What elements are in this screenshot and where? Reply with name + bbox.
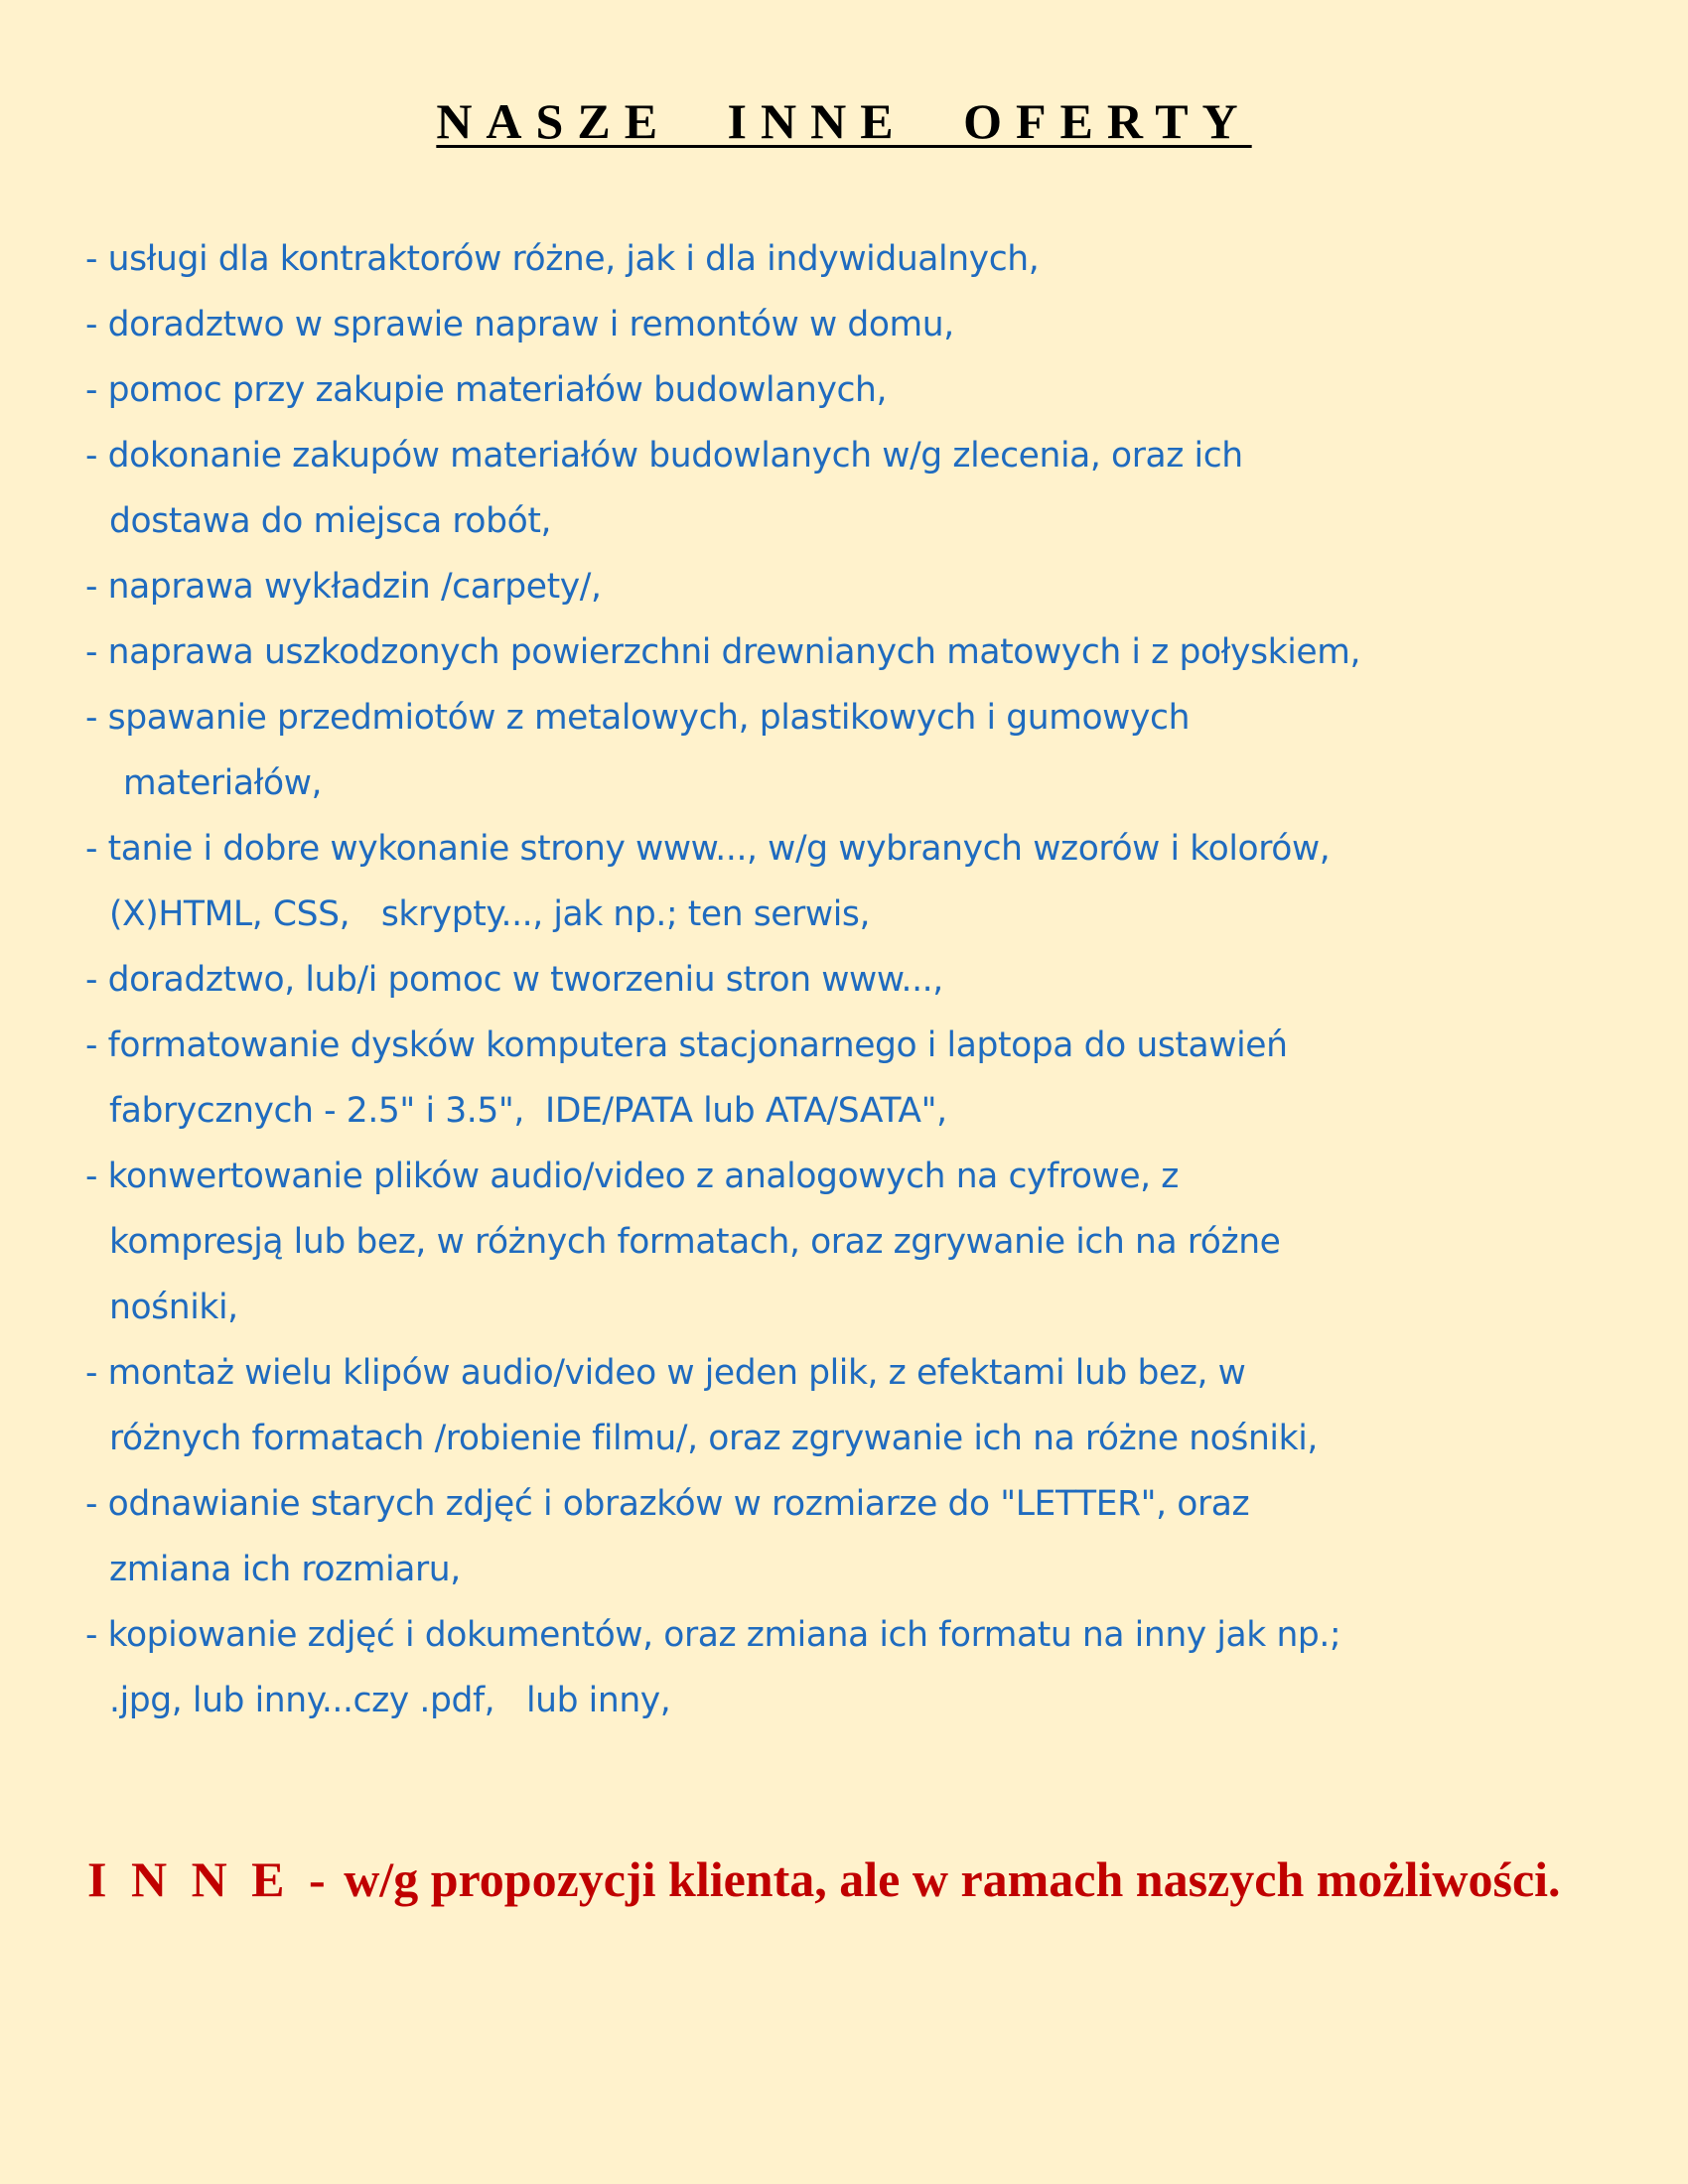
offer-item bbox=[85, 423, 1674, 554]
closing-note-prefix: I N N E - bbox=[87, 1851, 332, 1907]
offer-item-continuation: materiałów, bbox=[123, 763, 323, 803]
offer-item bbox=[85, 816, 1674, 947]
offer-list bbox=[85, 226, 1674, 1733]
offer-item-text: - tanie i dobre wykonanie strony www..., w/g wybranych wzorów i kolorów, bbox=[85, 829, 1331, 869]
offer-item-text: - dokonanie zakupów materiałów budowlanych w/g zlecenia, oraz ich bbox=[85, 436, 1243, 476]
closing-note bbox=[87, 1846, 1656, 1912]
offer-item-continuation: kompresją lub bez, w różnych formatach, oraz zgrywanie ich na różne bbox=[109, 1222, 1281, 1262]
offer-item bbox=[85, 226, 1674, 292]
offer-item-text: - doradztwo w sprawie napraw i remontów w domu, bbox=[85, 305, 954, 344]
page-title-text: NASZE INNE OFERTY bbox=[436, 93, 1252, 149]
offer-item bbox=[85, 685, 1674, 816]
offer-item-continuation: nośniki, bbox=[109, 1288, 238, 1327]
offer-item-text: - konwertowanie plików audio/video z analogowych na cyfrowe, z bbox=[85, 1157, 1180, 1196]
offer-item-text: - usługi dla kontraktorów różne, jak i dla indywidualnych, bbox=[85, 239, 1040, 279]
offer-item-text: - kopiowanie zdjęć i dokumentów, oraz zmiana ich formatu na inny jak np.; bbox=[85, 1615, 1341, 1655]
offer-item-text: - spawanie przedmiotów z metalowych, plastikowych i gumowych bbox=[85, 698, 1191, 738]
offer-item bbox=[85, 1144, 1674, 1340]
offer-item bbox=[85, 1471, 1674, 1602]
offer-item-text: - montaż wielu klipów audio/video w jeden plik, z efektami lub bez, w bbox=[85, 1353, 1246, 1393]
offer-item bbox=[85, 619, 1674, 685]
offer-item-continuation: .jpg, lub inny...czy .pdf, lub inny, bbox=[109, 1681, 671, 1720]
offer-item bbox=[85, 357, 1674, 423]
offer-item-continuation: fabrycznych - 2.5" i 3.5", IDE/PATA lub ATA/SATA", bbox=[109, 1091, 947, 1131]
offer-item bbox=[85, 292, 1674, 357]
offer-item-continuation: (X)HTML, CSS, skrypty..., jak np.; ten serwis, bbox=[109, 894, 871, 934]
offer-item bbox=[85, 1340, 1674, 1471]
offer-item-continuation: różnych formatach /robienie filmu/, oraz zgrywanie ich na różne nośniki, bbox=[109, 1419, 1318, 1458]
offer-item-text: - formatowanie dysków komputera stacjonarnego i laptopa do ustawień bbox=[85, 1025, 1288, 1065]
offer-item-text: - odnawianie starych zdjęć i obrazków w rozmiarze do "LETTER", oraz bbox=[85, 1484, 1250, 1524]
offer-item-text: - pomoc przy zakupie materiałów budowlanych, bbox=[85, 370, 888, 410]
offer-item bbox=[85, 1013, 1674, 1144]
offer-item-text: - naprawa uszkodzonych powierzchni drewnianych matowych i z połyskiem, bbox=[85, 632, 1361, 672]
offer-item bbox=[85, 1602, 1674, 1733]
offer-item bbox=[85, 554, 1674, 619]
offer-item bbox=[85, 947, 1674, 1013]
offer-item-continuation: zmiana ich rozmiaru, bbox=[109, 1550, 461, 1589]
offer-item-continuation: dostawa do miejsca robót, bbox=[109, 501, 552, 541]
page-title bbox=[0, 91, 1688, 151]
offer-item-text: - naprawa wykładzin /carpety/, bbox=[85, 567, 602, 607]
offer-item-text: - doradztwo, lub/i pomoc w tworzeniu stron www..., bbox=[85, 960, 943, 1000]
closing-note-text: w/g propozycji klienta, ale w ramach naszych możliwości. bbox=[331, 1851, 1561, 1907]
